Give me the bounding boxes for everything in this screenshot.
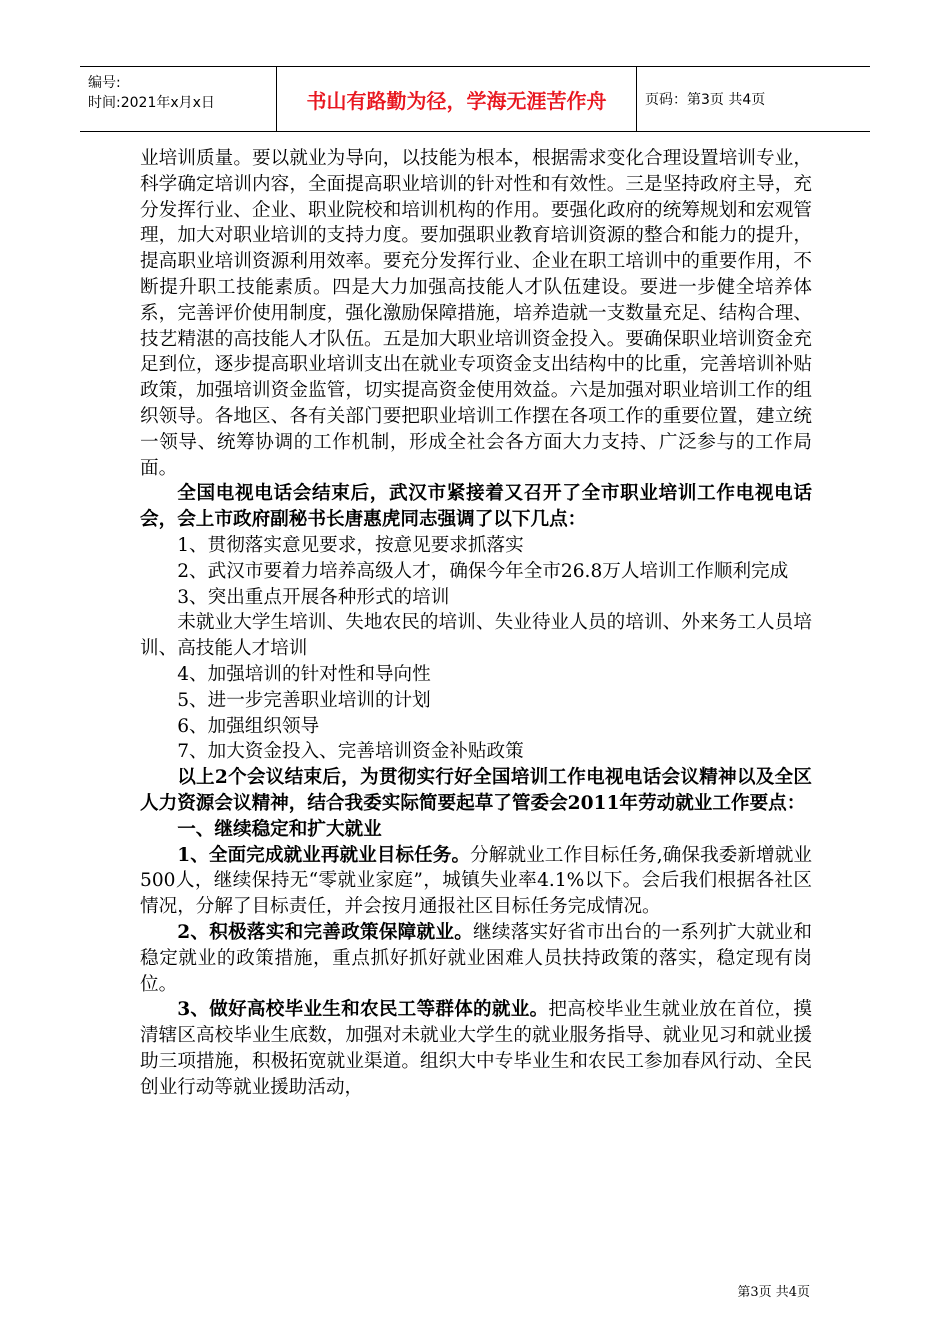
header-motto: 书山有路勤为径，学海无涯苦作舟 bbox=[277, 67, 637, 131]
header-meta bbox=[80, 67, 277, 131]
list-item: 5、进一步完善职业培训的计划 bbox=[177, 689, 431, 711]
list-item: 2、武汉市要着力培养高级人才，确保今年全市26.8万人培训工作顺利完成 bbox=[177, 560, 789, 582]
item-lead: 1、全面完成就业再就业目标任务。 bbox=[177, 844, 471, 866]
item-lead: 3、做好高校毕业生和农民工等群体的就业。 bbox=[177, 999, 549, 1021]
item-text: 继续落实好省市出台的一系列扩大就业和稳定就业的政策措施，重点抓好抓好就业困难人员扶持政策的落实，稳定现有岗位。 bbox=[140, 921, 812, 995]
list-item-detail: 未就业大学生培训、失地农民的培训、失业待业人员的培训、外来务工人员培训、高技能人才培训 bbox=[140, 612, 812, 660]
paragraph-item bbox=[140, 843, 812, 920]
item-lead: 2、积极落实和完善政策保障就业。 bbox=[177, 921, 474, 943]
paragraph-summary: 以上2个会议结束后，为贯彻实行好全国培训工作电视电话会议精神以及全区人力资源会议精神，结合我委实际简要起草了管委会2011年劳动就业工作要点： bbox=[140, 767, 812, 814]
page-footer: 第3页 共4页 bbox=[737, 1285, 810, 1300]
list-item: 4、加强培训的针对性和导向性 bbox=[177, 663, 431, 685]
document-body bbox=[140, 146, 812, 1100]
list-item: 3、突出重点开展各种形式的培训 bbox=[177, 586, 450, 608]
paragraph-continuation: 业培训质量。要以就业为导向，以技能为根本，根据需求变化合理设置培训专业，科学确定培训内容，全面提高职业培训的针对性和有效性。三是坚持政府主导，充分发挥行业、企业、职业院校和培训机构的作用。要强化政府的统筹规划和宏观管理，加大对职业培训的支持力度。要加强职业教育培训资源的整合和能力的提升，提高职业培训资源利用效率。要充分发挥行业、企业在职工培训中的重要作用，不断提升职工技能素质。四是大力加强高技能人才队伍建设。要进一步健全培养体系，完善评价使用制度，强化激励保障措施，培养造就一支数量充足、结构合理、技艺精湛的高技能人才队伍。五是加大职业培训资金投入。要确保职业培训资金充足到位，逐步提高职业培训支出在就业专项资金支出结构中的比重，完善培训补贴政策，加强培训资金监管，切实提高资金使用效益。六是加强对职业培训工作的组织领导。各地区、各有关部门要把职业培训工作摆在各项工作的重要位置，建立统一领导、统筹协调的工作机制，形成全社会各方面大力支持、广泛参与的工作局面。 bbox=[140, 148, 812, 479]
list-item: 1、贯彻落实意见要求，按意见要求抓落实 bbox=[177, 534, 524, 556]
list-item: 6、加强组织领导 bbox=[177, 715, 320, 737]
item-text: 把高校毕业生就业放在首位，摸清辖区高校毕业生底数，加强对未就业大学生的就业服务指导、就业见习和就业援助三项措施，积极拓宽就业渠道。组织大中专毕业生和农民工参加春风行动、全民创业行动等就业援助活动， bbox=[140, 999, 812, 1098]
section-heading: 一、继续稳定和扩大就业 bbox=[177, 818, 382, 840]
page-header bbox=[80, 66, 870, 132]
paragraph-wuhan-meeting: 全国电视电话会结束后，武汉市紧接着又召开了全市职业培训工作电视电话会，会上市政府副秘书长唐惠虎同志强调了以下几点： bbox=[140, 483, 812, 531]
paragraph-item bbox=[140, 920, 812, 997]
document-number-label: 编号: bbox=[88, 75, 121, 91]
paragraph-item bbox=[140, 997, 812, 1100]
header-page-number: 页码：第3页 共4页 bbox=[645, 92, 766, 108]
item-text: 分解就业工作目标任务,确保我委新增就业500人，继续保持无“零就业家庭”，城镇失业率4.1%以下。会后我们根据各社区情况，分解了目标责任，并会按月通报社区目标任务完成情况。 bbox=[140, 844, 812, 918]
document-date-label: 时间:2021年x月x日 bbox=[88, 95, 215, 111]
list-item: 7、加大资金投入、完善培训资金补贴政策 bbox=[177, 741, 524, 763]
